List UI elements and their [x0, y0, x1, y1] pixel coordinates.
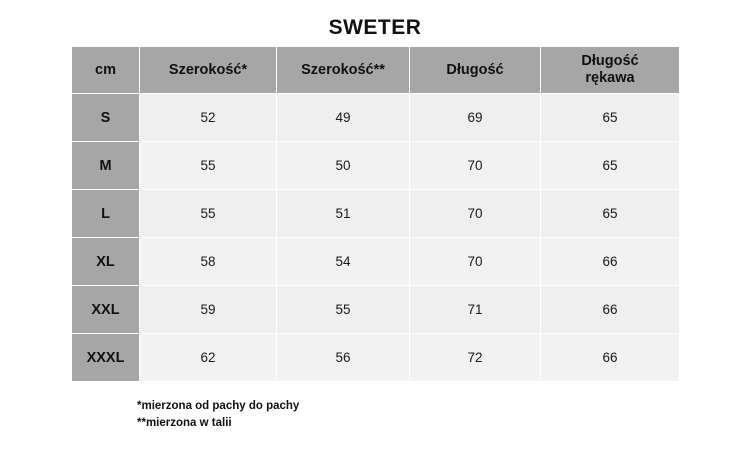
footnotes	[137, 398, 299, 431]
cell-l-length: 70	[410, 190, 541, 238]
size-table-container	[71, 46, 679, 382]
row-label-s: S	[72, 94, 140, 142]
cell-m-width-waist: 50	[277, 142, 410, 190]
row-label-xxl: XXL	[72, 286, 140, 334]
table-row	[72, 94, 680, 142]
cell-xl-sleeve: 66	[541, 238, 680, 286]
cell-xxxl-length: 72	[410, 334, 541, 382]
cell-l-width-chest: 55	[140, 190, 277, 238]
column-header-width-waist: Szerokość**	[277, 47, 410, 94]
table-row	[72, 190, 680, 238]
table-row	[72, 142, 680, 190]
row-label-xxxl: XXXL	[72, 334, 140, 382]
table-row	[72, 238, 680, 286]
row-label-m: M	[72, 142, 140, 190]
cell-xxl-sleeve: 66	[541, 286, 680, 334]
cell-xxxl-width-waist: 56	[277, 334, 410, 382]
cell-s-length: 69	[410, 94, 541, 142]
cell-xxl-length: 71	[410, 286, 541, 334]
table-row	[72, 286, 680, 334]
footnote-waist: **mierzona w talii	[137, 416, 232, 429]
footnote-chest: *mierzona od pachy do pachy	[137, 400, 300, 412]
column-header-width-chest: Szerokość*	[140, 47, 277, 94]
cell-s-width-waist: 49	[277, 94, 410, 142]
table-header-row	[72, 47, 680, 94]
row-label-l: L	[72, 190, 140, 238]
size-table	[71, 46, 680, 382]
page-title: SWETER	[328, 16, 422, 39]
cell-xxxl-sleeve: 66	[541, 334, 680, 382]
cell-xl-length: 70	[410, 238, 541, 286]
sleeve-length-line-1: Długość	[581, 53, 639, 70]
row-label-xl: XL	[72, 238, 140, 286]
cell-xxxl-width-chest: 62	[140, 334, 277, 382]
table-row	[72, 334, 680, 382]
column-header-sleeve-length	[541, 47, 680, 94]
cell-s-width-chest: 52	[140, 94, 277, 142]
column-header-unit: cm	[72, 47, 140, 94]
cell-xxl-width-chest: 59	[140, 286, 277, 334]
cell-xl-width-chest: 58	[140, 238, 277, 286]
cell-xl-width-waist: 54	[277, 238, 410, 286]
cell-m-length: 70	[410, 142, 541, 190]
column-header-length: Długość	[410, 47, 541, 94]
cell-m-sleeve: 65	[541, 142, 680, 190]
cell-xxl-width-waist: 55	[277, 286, 410, 334]
cell-l-sleeve: 65	[541, 190, 680, 238]
sleeve-length-line-2: rękawa	[585, 70, 635, 86]
cell-m-width-chest: 55	[140, 142, 277, 190]
cell-l-width-waist: 51	[277, 190, 410, 238]
cell-s-sleeve: 65	[541, 94, 680, 142]
